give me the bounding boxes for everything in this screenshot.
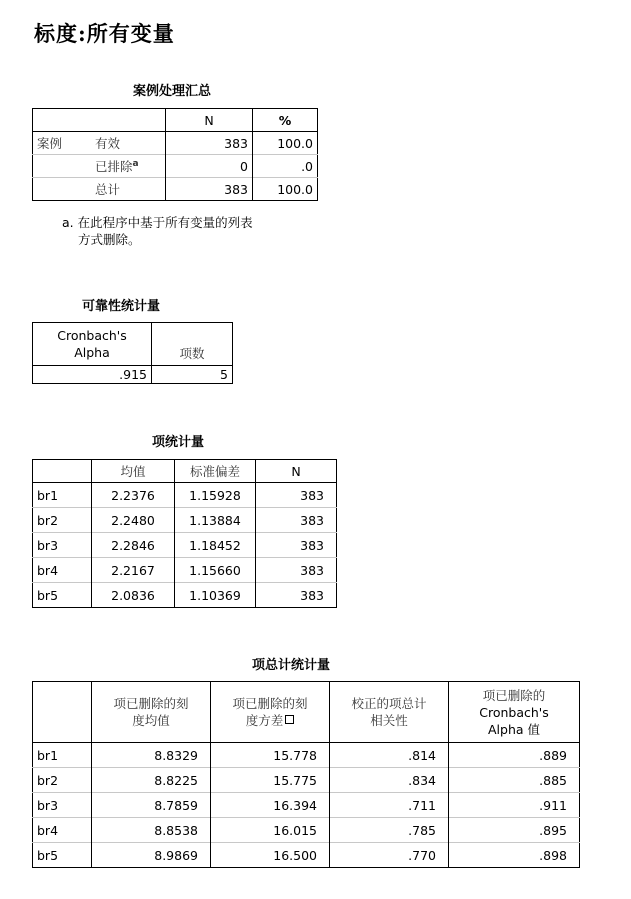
- cell-alpha-deleted: .895: [539, 822, 567, 838]
- cell-n: 383: [166, 132, 253, 155]
- table-row: [33, 508, 337, 533]
- reliability-table: [32, 322, 233, 384]
- col-scale-var-header: 项已删除的刻 度方差: [211, 682, 330, 743]
- cell-sd: 1.18452: [175, 533, 256, 558]
- item-stats-table: [32, 459, 337, 608]
- cell-scale-mean: 8.8225: [92, 768, 211, 793]
- table-row: [33, 533, 337, 558]
- col-alpha-deleted-header: 项已删除的 Cronbach's Alpha 值: [479, 687, 549, 737]
- cell-corr: .814: [330, 743, 449, 768]
- table-row: [33, 818, 580, 843]
- case-summary-title: 案例处理汇总: [133, 84, 212, 99]
- row-label: 总计: [91, 178, 166, 201]
- cell-scale-var: 15.775: [211, 768, 330, 793]
- item-total-body: [33, 743, 580, 868]
- row-label: 已排除$^a$: [91, 155, 166, 178]
- col-alpha-header: Cronbach's Alpha: [33, 323, 152, 366]
- cell-mean: 2.2846: [92, 533, 175, 558]
- col-n-header: N: [291, 463, 301, 479]
- cell-n: 0: [166, 155, 253, 178]
- cell-pct: 100.0: [277, 135, 313, 151]
- cell-n: 383: [300, 562, 324, 578]
- cell-n: 383: [300, 587, 324, 603]
- cell-scale-var: 16.500: [211, 843, 330, 868]
- row-name: br3: [33, 533, 92, 558]
- table-row: [33, 558, 337, 583]
- cell-scale-mean: 8.7859: [92, 793, 211, 818]
- cell-n: 383: [300, 537, 324, 553]
- cell-mean: 2.2376: [92, 483, 175, 508]
- col-n-header: N: [166, 109, 253, 132]
- row-label: 有效: [91, 132, 166, 155]
- col-items-header: 项数: [179, 346, 205, 361]
- items-value: 5: [220, 367, 228, 382]
- cell-pct: .0: [301, 158, 313, 174]
- cell-n: 383: [166, 178, 253, 201]
- cell-corr: .834: [330, 768, 449, 793]
- row-name: br5: [33, 583, 92, 608]
- col-pct-header: %: [278, 112, 292, 128]
- row-name: br4: [33, 558, 92, 583]
- cell-alpha-deleted: .889: [539, 747, 567, 763]
- row-name: br1: [33, 483, 92, 508]
- footnote-marker: a: [132, 158, 139, 169]
- table-row: [33, 743, 580, 768]
- col-mean-header: 均值: [92, 460, 175, 483]
- row-name: br3: [33, 793, 92, 818]
- cell-pct: 100.0: [277, 181, 313, 197]
- item-total-title: 项总计统计量: [252, 658, 331, 673]
- page-title: 标度:所有变量: [34, 21, 175, 46]
- row-name: br5: [33, 843, 92, 868]
- cell-scale-var: 15.778: [211, 743, 330, 768]
- cell-scale-mean: 8.8329: [92, 743, 211, 768]
- cell-sd: 1.13884: [175, 508, 256, 533]
- row-name: br2: [33, 768, 92, 793]
- item-stats-body: [33, 483, 337, 608]
- item-stats-title: 项统计量: [152, 435, 205, 450]
- cell-mean: 2.0836: [92, 583, 175, 608]
- cell-sd: 1.15928: [175, 483, 256, 508]
- row-name: br4: [33, 818, 92, 843]
- row-name: br2: [33, 508, 92, 533]
- cell-mean: 2.2167: [92, 558, 175, 583]
- col-scale-mean-header: 项已删除的刻 度均值: [92, 682, 211, 743]
- table-row: [33, 793, 580, 818]
- group-label: 案例: [37, 136, 63, 151]
- col-corr-header: 校正的项总计 相关性: [330, 682, 449, 743]
- cell-alpha-deleted: .898: [539, 847, 567, 863]
- col-sd-header: 标准偏差: [175, 460, 256, 483]
- cell-alpha-deleted: .885: [539, 772, 567, 788]
- cell-scale-mean: 8.8538: [92, 818, 211, 843]
- cell-scale-mean: 8.9869: [92, 843, 211, 868]
- table-row: [33, 483, 337, 508]
- cell-n: 383: [300, 512, 324, 528]
- table-row: [33, 843, 580, 868]
- glyph-box-icon: [285, 715, 294, 724]
- cell-n: 383: [300, 487, 324, 503]
- cell-corr: .785: [330, 818, 449, 843]
- item-total-table: [32, 681, 580, 868]
- cell-sd: 1.15660: [175, 558, 256, 583]
- row-name: br1: [33, 743, 92, 768]
- reliability-title: 可靠性统计量: [82, 299, 161, 314]
- footnote: a. 在此程序中基于所有变量的列表 方式删除。: [62, 215, 253, 247]
- alpha-value: .915: [33, 366, 152, 384]
- case-summary-table: [32, 108, 318, 201]
- table-row: [33, 583, 337, 608]
- cell-corr: .770: [330, 843, 449, 868]
- cell-corr: .711: [330, 793, 449, 818]
- table-row: [33, 768, 580, 793]
- cell-scale-var: 16.015: [211, 818, 330, 843]
- cell-alpha-deleted: .911: [539, 797, 567, 813]
- cell-mean: 2.2480: [92, 508, 175, 533]
- cell-sd: 1.10369: [175, 583, 256, 608]
- cell-scale-var: 16.394: [211, 793, 330, 818]
